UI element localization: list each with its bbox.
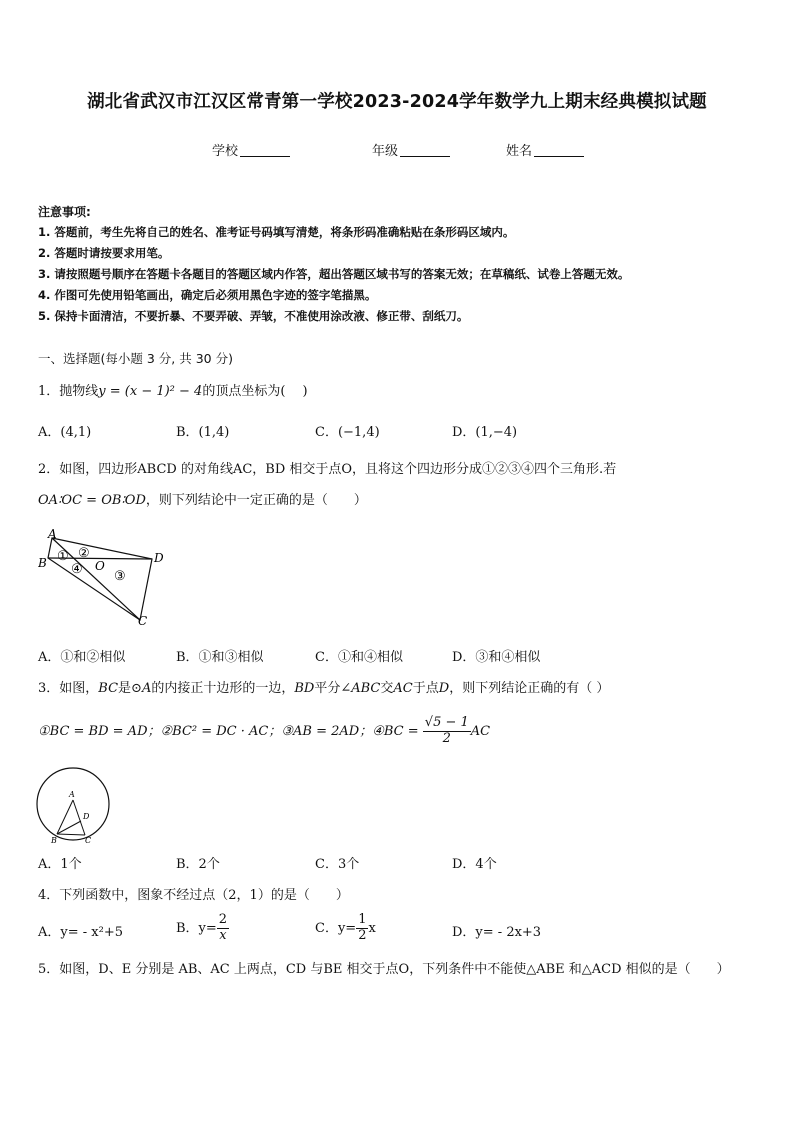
q3-statement-3: ；③AB = 2AD (268, 724, 360, 739)
name-blank[interactable] (534, 142, 584, 157)
q4-option-c-numerator: 1 (358, 912, 367, 928)
q3-fraction-numerator: √5 − 1 (424, 715, 469, 731)
q4-option-c-pre: C．y= (315, 921, 357, 936)
question-3-line-1 (38, 677, 609, 696)
q3-option-d[interactable]: D．4个 (452, 857, 497, 872)
school-label: 学校 (212, 144, 239, 159)
q2-region-3: ③ (114, 569, 126, 584)
q3-statement-4-fraction (423, 716, 471, 747)
q2-label-d: D (154, 551, 164, 565)
q2-region-1: ① (57, 549, 69, 564)
q1-post: 的顶点坐标为( ) (202, 384, 308, 399)
q4-option-b-fraction (217, 913, 229, 944)
q2-label-c: C (138, 614, 148, 626)
q3-label-d: D (83, 812, 90, 821)
school-field[interactable] (212, 140, 290, 159)
q2-label-b: B (38, 556, 47, 570)
notice-heading: 注意事项: (38, 205, 91, 219)
q1-option-a[interactable]: A．(4,1) (38, 425, 92, 440)
q2-option-b[interactable]: B．①和③相似 (176, 650, 264, 665)
q3-option-c[interactable]: C．3个 (315, 857, 360, 872)
q2-label-o: O (95, 559, 105, 573)
q3-label-c: C (85, 836, 92, 845)
q3-mid-1: 是⊙ (118, 681, 142, 696)
notice-item-4: 4. 作图可先使用铅笔画出，确定后必须用黑色字迹的签字笔描黑。 (38, 288, 377, 302)
q3-post: ，则下列结论正确的有（ ） (449, 681, 610, 696)
question-1 (38, 380, 308, 399)
q3-angle: ∠ABC (340, 681, 381, 696)
q4-option-c-fraction (356, 913, 368, 944)
q3-fraction-denominator: 2 (442, 731, 451, 746)
q3-chord-bc (57, 834, 85, 835)
q3-mid-2: 的内接正十边形的一边， (151, 681, 295, 696)
q3-label-b: B (51, 836, 57, 845)
name-label: 姓名 (506, 144, 533, 159)
q1-option-b[interactable]: B．(1,4) (176, 425, 230, 440)
q3-circle-figure (36, 766, 114, 846)
question-3-statements (38, 712, 490, 752)
q4-option-c[interactable] (315, 910, 376, 948)
q2-line-2-post: ，则下列结论中一定正确的是（ ） (145, 493, 367, 508)
q4-option-c-post: x (368, 921, 376, 936)
school-blank[interactable] (240, 142, 290, 157)
q4-option-b-denominator: x (219, 928, 227, 943)
q3-circle (37, 768, 109, 840)
q3-ac: AC (393, 681, 413, 696)
q3-option-b[interactable]: B．2个 (176, 857, 220, 872)
q3-mid-5: 于点 (412, 681, 439, 696)
q4-option-c-denominator: 2 (358, 928, 367, 943)
q1-pre: 1．抛物线 (38, 384, 99, 399)
q4-option-b-pre: B．y= (176, 921, 217, 936)
q3-radius-ab (57, 800, 73, 834)
q2-option-c[interactable]: C．①和④相似 (315, 650, 403, 665)
q3-bd: BD (294, 681, 315, 696)
notice-item-1: 1. 答题前，考生先将自己的姓名、准考证号码填写清楚，将条形码准确粘贴在条形码区域内。 (38, 225, 515, 239)
q2-ratio-formula: OA∶OC = OB∶OD (38, 493, 146, 508)
page-title: 湖北省武汉市江汉区常青第一学校2023-2024学年数学九上期末经典模拟试题 (87, 92, 707, 112)
q2-option-d[interactable]: D．③和④相似 (452, 650, 541, 665)
grade-blank[interactable] (400, 142, 450, 157)
q3-d: D (438, 681, 450, 696)
q3-statement-2: ；②BC² = DC · AC (147, 724, 269, 739)
q4-option-b[interactable] (176, 910, 229, 948)
q2-region-4: ④ (71, 562, 83, 577)
q2-region-2: ② (78, 546, 90, 561)
q2-option-a[interactable]: A．①和②相似 (38, 650, 126, 665)
notice-item-3: 3. 请按照题号顺序在答题卡各题目的答题区域内作答，超出答题区域书写的答案无效；在草稿纸、试卷上答题无效。 (38, 267, 630, 281)
q3-statement-4-post: AC (470, 724, 491, 739)
notice-item-5: 5. 保持卡面清洁，不要折暴、不要弄破、弄皱，不准使用涂改液、修正带、刮纸刀。 (38, 309, 469, 323)
q3-statement-1: ①BC = BD = AD (38, 724, 148, 739)
q1-formula: y = (x − 1)² − 4 (98, 384, 203, 399)
q3-pre: 3．如图， (38, 681, 99, 696)
q3-label-a: A (69, 790, 75, 799)
section-heading: 一、选择题(每小题 3 分, 共 30 分) (38, 351, 233, 366)
q3-bc: BC (98, 681, 119, 696)
grade-field[interactable] (372, 140, 450, 159)
q4-option-d[interactable]: D．y= - 2x+3 (452, 925, 542, 940)
q3-mid-3: 平分 (314, 681, 341, 696)
q1-option-d[interactable]: D．(1,−4) (452, 425, 518, 440)
q3-a: A (141, 681, 152, 696)
question-2-line-1: 2．如图，四边形ABCD 的对角线AC，BD 相交于点O，且将这个四边形分成①②③④四个三角形.若 (38, 462, 617, 477)
question-5: 5．如图，D、E 分别是 AB、AC 上两点，CD 与BE 相交于点O，下列条件中不能使△ABE 和△ACD 相似的是（ ） (38, 962, 730, 977)
question-2-line-2 (38, 489, 367, 508)
q4-option-b-numerator: 2 (218, 912, 228, 928)
name-field[interactable] (506, 140, 584, 159)
q3-statement-4-pre: ；④BC = (359, 724, 419, 739)
q1-option-c[interactable]: C．(−1,4) (315, 425, 380, 440)
q2-label-a: A (48, 527, 57, 541)
question-4: 4．下列函数中，图象不经过点（2，1）的是（ ） (38, 888, 349, 903)
q3-option-a[interactable]: A．1个 (38, 857, 82, 872)
q3-mid-4: 交 (380, 681, 394, 696)
grade-label: 年级 (372, 144, 399, 159)
q4-option-a[interactable]: A．y= - x²+5 (38, 925, 123, 940)
q2-quadrilateral-figure (38, 526, 168, 626)
notice-item-2: 2. 答题时请按要求用笔。 (38, 246, 170, 260)
